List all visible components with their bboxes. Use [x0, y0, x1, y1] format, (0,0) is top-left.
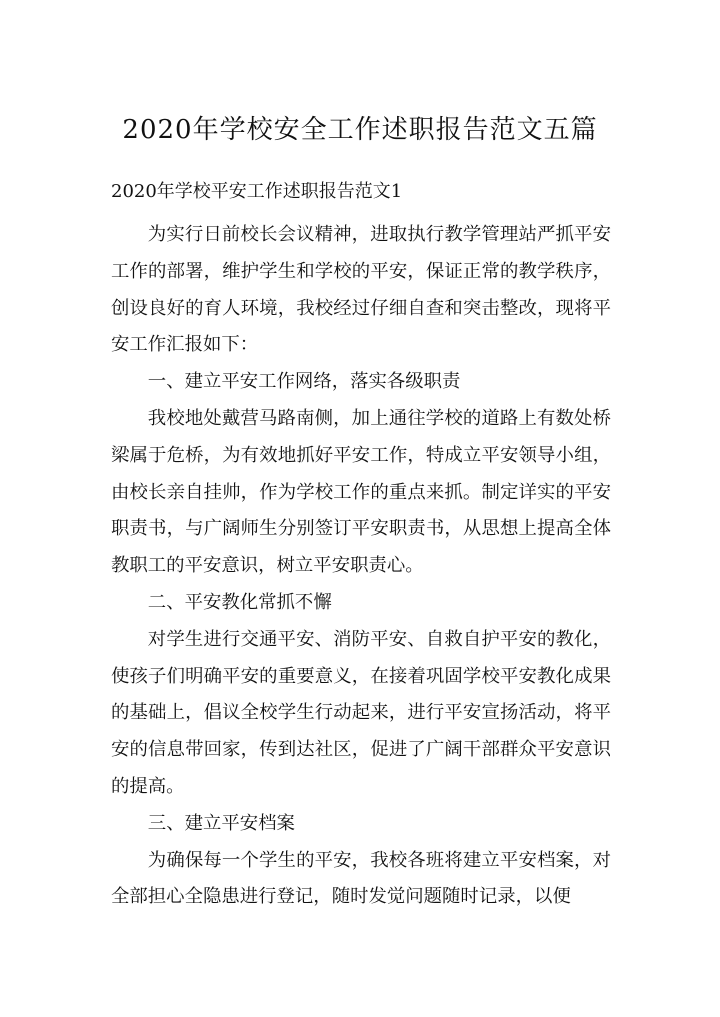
section-heading-1: 一、建立平安工作网络，落实各级职责: [147, 371, 461, 393]
paragraph-section-1: 我校地处戴营马路南侧，加上通往学校的道路上有数处桥梁属于危桥，为有效地抓好平安工作，特成立平安领导小组，由校长亲自挂帅，作为学校工作的重点来抓。制定详实的平安职责书，与广阔师生分别签订平安职责书，从思想上提高全体教职工的平安意识，树立平安职责心。: [111, 407, 611, 577]
section-heading-3: 三、建立平安档案: [147, 812, 295, 834]
document-title: 2020年学校安全工作述职报告范文五篇: [122, 115, 598, 145]
section-heading-2: 二、平安教化常抓不懈: [147, 591, 332, 613]
section-heading: 2020年学校平安工作述职报告范文1: [111, 181, 403, 202]
paragraph-intro: 为实行日前校长会议精神，进取执行教学管理站严抓平安工作的部署，维护学生和学校的平安，保证正常的教学秩序，创设良好的育人环境，我校经过仔细自查和突击整改，现将平安工作汇报如下：: [111, 224, 611, 356]
paragraph-section-2: 对学生进行交通平安、消防平安、自救自护平安的教化，使孩子们明确平安的重要意义，在接着巩固学校平安教化成果的基础上，倡议全校学生行动起来，进行平安宣扬活动，将平安的信息带回家，传到达社区，促进了广阔干部群众平安意识的提高。: [111, 628, 611, 797]
document-body: [111, 217, 611, 916]
paragraph-section-3: 为确保每一个学生的平安，我校各班将建立平安档案，对全部担心全隐患进行登记，随时发觉问题随时记录，以便: [111, 849, 611, 908]
